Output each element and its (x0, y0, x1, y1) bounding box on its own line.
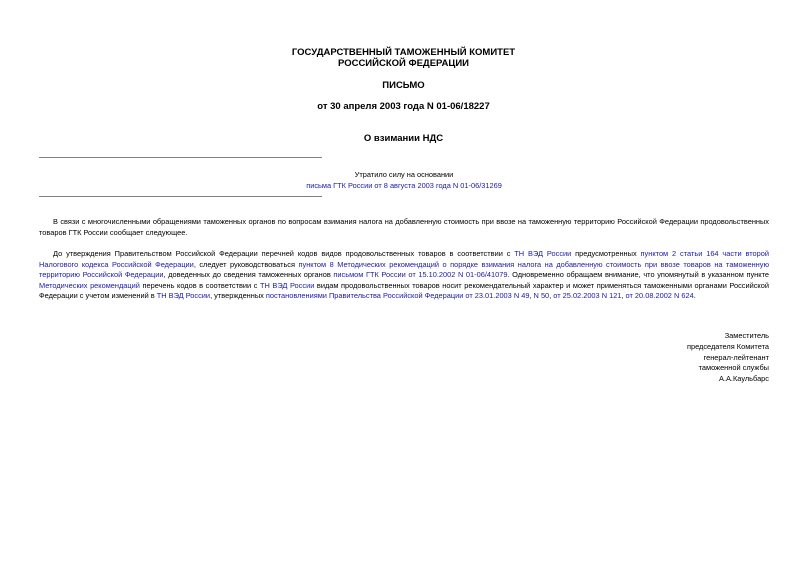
p2-text-8: , утвержденных (210, 291, 266, 301)
p2-text-11: , (621, 291, 626, 301)
signature-line: председателя Комитета (686, 341, 769, 351)
document-subject: О взимании НДС (363, 133, 444, 144)
status-note-link-wrap (290, 180, 518, 191)
document-date: от 30 апреля 2003 года N 01-06/18227 (317, 101, 490, 112)
status-note-link[interactable]: письма ГТК России от 8 августа 2003 года N 01-06/31269 (306, 181, 502, 190)
divider-top (39, 157, 322, 158)
signature-name: А.А.Каульбарс (719, 374, 769, 384)
org-name-line2: РОССИЙСКОЙ ФЕДЕРАЦИИ (337, 58, 469, 69)
link-tn-ved-1[interactable]: ТН ВЭД России (514, 249, 572, 258)
p2-text-9: , (529, 291, 534, 301)
link-decree-624[interactable]: от 20.08.2002 N 624 (625, 291, 694, 301)
divider-bottom (39, 196, 322, 197)
p2-text-2: предусмотренных (571, 249, 641, 258)
p2-text-10: , (549, 291, 554, 301)
link-method-recommendations[interactable]: Методических рекомендаций (39, 280, 140, 290)
status-note-text: Утратило силу на основании (354, 170, 454, 179)
link-government-decree-49[interactable]: постановлениями Правительства Российской Федерации от 23.01.2003 N 49 (265, 291, 530, 301)
link-tn-ved-3[interactable]: ТН ВЭД России (156, 291, 211, 301)
link-decree-121[interactable]: от 25.02.2003 N 121 (553, 291, 622, 301)
signature-line: генерал-лейтенант (703, 352, 769, 362)
p2-text-1: До утверждения Правительством Российской Федерации перечней кодов видов продовольственных товаров в соответствии с (53, 249, 515, 258)
signature-line: таможенной службы (698, 363, 769, 373)
p2-text-5: . Одновременно обращаем внимание, что упомянутый в указанном пункте (507, 270, 769, 280)
paragraph-2 (39, 249, 769, 302)
link-tax-code[interactable]: пунктом 2 статьи 164 части второй Налогового кодекса Российской Федерации (39, 249, 769, 269)
p2-text-7: видам продовольственных товаров носит рекомендательный характер и может применяться таможенными органами Российской Федерации с учетом изменений в (39, 280, 769, 301)
link-decree-50[interactable]: N 50 (533, 291, 550, 301)
signature-line: Заместитель (724, 331, 769, 340)
p2-text-4: , доведенных до сведения таможенных органов (163, 270, 334, 280)
link-method-recommendations-p8[interactable]: пунктом 8 Методических рекомендаций о порядке взимания налога на добавленную стоимость при ввозе товаров на таможенную территорию Российской Федерации (39, 259, 769, 280)
link-tn-ved-2[interactable]: ТН ВЭД России (259, 280, 315, 290)
org-name-line1: ГОСУДАРСТВЕННЫЙ ТАМОЖЕННЫЙ КОМИТЕТ (291, 47, 516, 58)
document-type: ПИСЬМО (382, 80, 425, 91)
paragraph-1: В связи с многочисленными обращениями таможенных органов по вопросам взимания налога на добавленную стоимость при ввозе на таможенную территорию Российской Федерации продовольственных товаров ГТК России сообщает следующее. (39, 217, 769, 237)
signature-block (569, 331, 769, 385)
link-gtk-letter[interactable]: письмом ГТК России от 15.10.2002 N 01-06/41079 (333, 270, 508, 280)
p2-text-3: , следует руководствоваться (193, 259, 299, 269)
p2-text-12: . (693, 291, 696, 301)
p2-text-6: перечень кодов в соответствии с (139, 280, 260, 290)
